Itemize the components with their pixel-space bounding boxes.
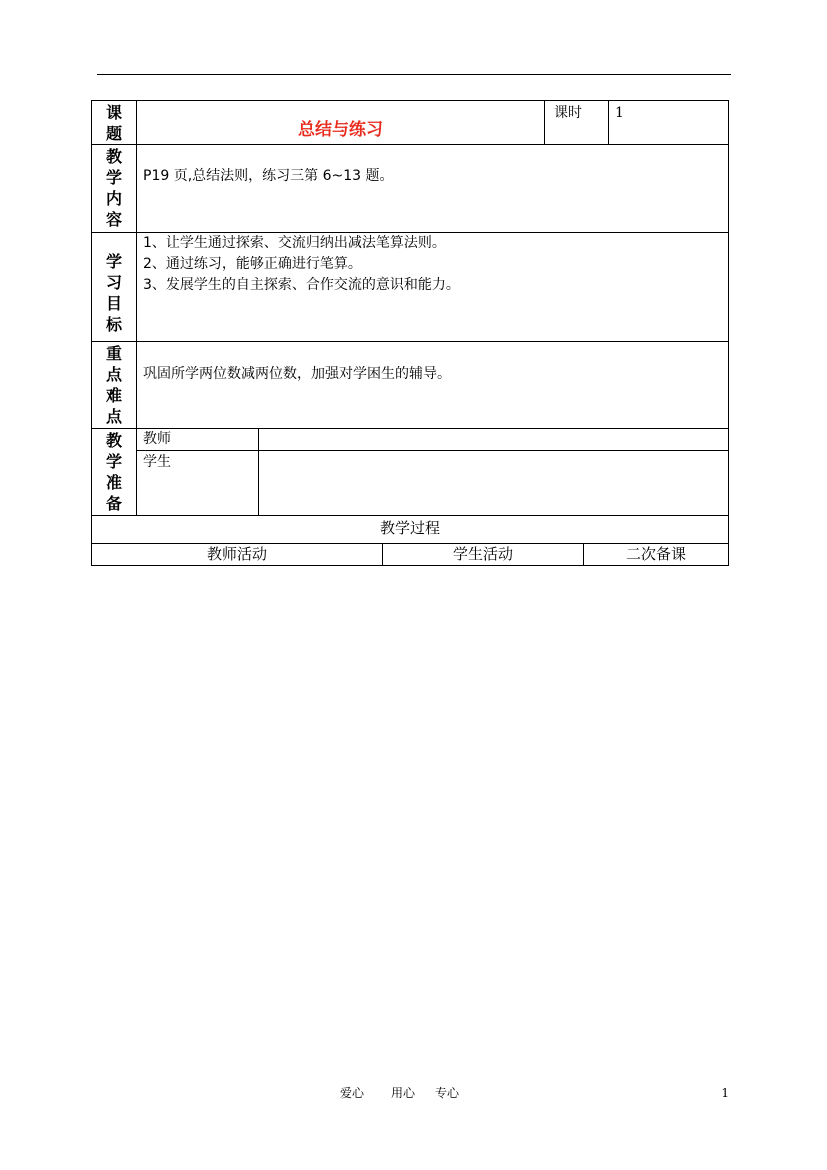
col-teacher-activity: [91, 543, 383, 566]
objectives-label: [91, 232, 137, 342]
lesson-title: 总结与练习: [298, 120, 383, 140]
header-rule: [97, 74, 731, 75]
content-label-char: 内: [105, 189, 122, 208]
prep-student-value: [258, 450, 729, 516]
objective-item: 2、通过练习，能够正确进行笔算。: [143, 256, 362, 272]
content-label-char: 学: [105, 168, 122, 187]
preparation-label-char: 准: [105, 473, 122, 492]
prep-student-label: 学生: [143, 454, 171, 470]
period-value-cell: [608, 100, 729, 145]
page-number: 1: [721, 1086, 729, 1100]
topic-label: [91, 100, 137, 145]
topic-label-char: 题: [105, 124, 122, 143]
content-label: [91, 144, 137, 233]
objectives-label-char: 标: [105, 315, 122, 334]
content-label-char: 教: [105, 147, 122, 166]
objectives-label-char: 目: [105, 294, 122, 313]
keypoints-label-char: 点: [105, 407, 122, 426]
preparation-label-char: 教: [105, 431, 122, 450]
footer-word: 专心: [435, 1086, 460, 1100]
col-student-activity: [382, 543, 584, 566]
prep-teacher-label: 教师: [143, 431, 171, 447]
keypoints-label: [91, 341, 137, 429]
objectives-label-char: 习: [105, 273, 122, 292]
preparation-label-char: 学: [105, 452, 122, 471]
footer-word: 用心: [391, 1086, 416, 1100]
process-heading-cell: [91, 515, 729, 544]
keypoints-text: 巩固所学两位数减两位数，加强对学困生的辅导。: [143, 366, 451, 382]
col-second-prep: [583, 543, 729, 566]
objective-item: 1、让学生通过探索、交流归纳出减法笔算法则。: [143, 235, 446, 251]
content-label-char: 容: [105, 210, 122, 229]
content-cell: [136, 144, 729, 233]
objectives-label-char: 学: [105, 252, 122, 271]
lesson-title-cell: [136, 100, 545, 145]
keypoints-label-char: 难: [105, 386, 122, 405]
process-heading: 教学过程: [379, 519, 440, 537]
prep-student-label-cell: [136, 450, 259, 516]
objective-item: 3、发展学生的自主探索、合作交流的意识和能力。: [143, 277, 460, 293]
objectives-cell: [136, 232, 729, 342]
keypoints-label-char: 重: [105, 344, 122, 363]
keypoints-label-char: 点: [105, 365, 122, 384]
col-teacher-activity-label: 教师活动: [206, 545, 267, 563]
prep-teacher-label-cell: [136, 428, 259, 451]
period-label: 课时: [554, 105, 582, 121]
preparation-label: [91, 428, 137, 516]
topic-label-char: 课: [105, 103, 122, 122]
footer-word: 爱心: [340, 1086, 365, 1100]
col-second-prep-label: 二次备课: [625, 545, 686, 563]
period-value: 1: [615, 105, 624, 121]
preparation-label-char: 备: [105, 494, 122, 513]
col-student-activity-label: 学生活动: [452, 545, 513, 563]
keypoints-cell: [136, 341, 729, 429]
period-label-cell: [544, 100, 609, 145]
content-text: P19 页,总结法则，练习三第 6~13 题。: [143, 168, 394, 184]
prep-teacher-value: [258, 428, 729, 451]
